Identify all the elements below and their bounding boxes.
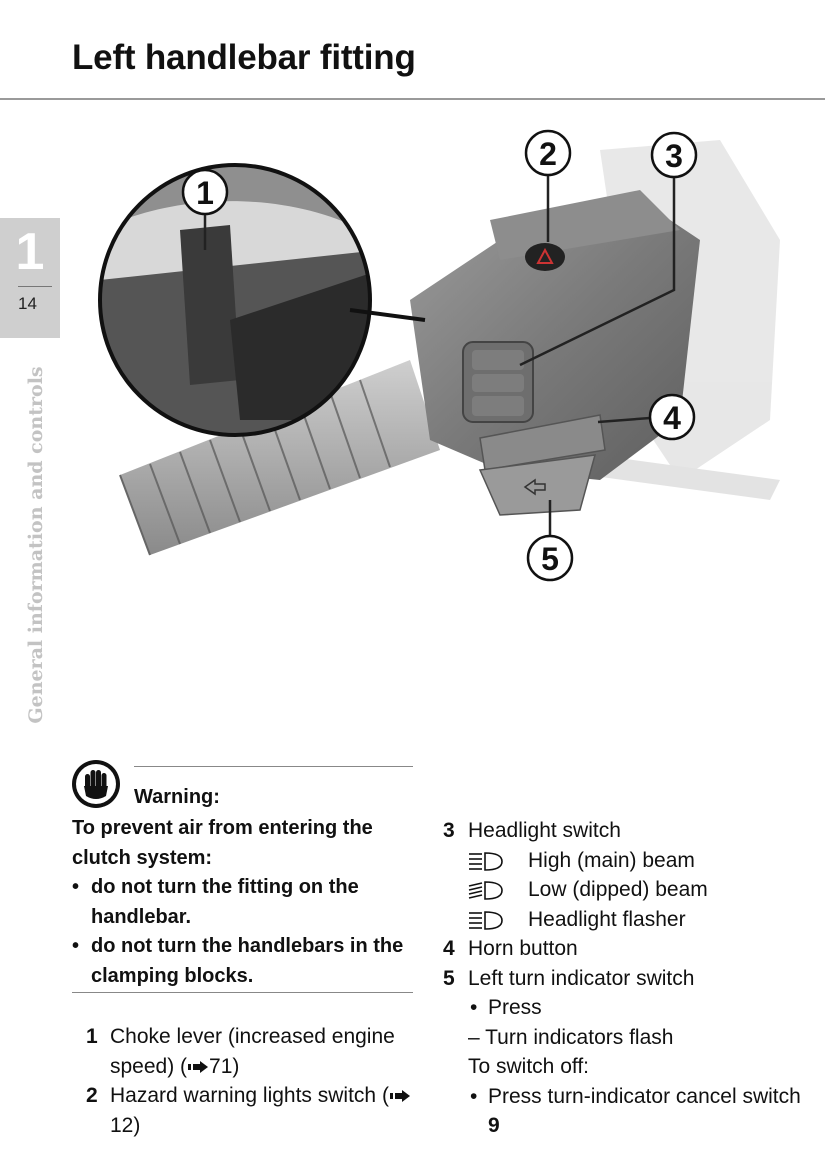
high-beam-icon xyxy=(468,851,506,871)
page-reference-arrow-icon xyxy=(188,1061,208,1073)
instruction-press xyxy=(443,993,813,1023)
legend-text: Choke lever (increased engine speed) ( xyxy=(110,1025,395,1078)
legend-number: 2 xyxy=(86,1084,98,1107)
legend-text-close: ) xyxy=(232,1054,240,1078)
callout-2-label: 2 xyxy=(539,136,557,172)
legend-number: 1 xyxy=(86,1025,98,1048)
callout-3 xyxy=(652,133,696,177)
instruction-cancel xyxy=(443,1082,813,1141)
page-reference-arrow-icon xyxy=(390,1090,410,1102)
cancel-switch-ref: 9 xyxy=(488,1114,500,1137)
legend-number: 5 xyxy=(443,966,455,990)
legend-number: 4 xyxy=(443,937,455,960)
flasher-icon xyxy=(468,910,506,930)
legend-text-close: ) xyxy=(133,1113,141,1137)
handlebar-illustration xyxy=(80,120,800,600)
title-rule xyxy=(0,98,825,100)
page-title: Left handlebar fitting xyxy=(72,38,416,77)
warning-text xyxy=(72,814,422,991)
legend-text: Horn button xyxy=(468,937,578,960)
headlight-switch-rocker xyxy=(463,342,533,422)
warning-hand-icon xyxy=(70,758,122,810)
callout-5-label: 5 xyxy=(541,541,559,577)
warning-item-text: do not turn the fitting on the handlebar. xyxy=(91,876,359,928)
legend-item-4 xyxy=(443,934,813,964)
callout-4 xyxy=(650,395,694,439)
beam-label: Headlight flasher xyxy=(528,907,686,931)
instruction-text: Press turn-indicator cancel switch xyxy=(488,1084,801,1108)
page-ref: 12 xyxy=(110,1113,134,1137)
legend-item-5 xyxy=(443,964,813,994)
bullet: • xyxy=(72,935,80,957)
chapter-number: 1 xyxy=(15,223,45,281)
beam-label: High (main) beam xyxy=(528,848,695,872)
warning-rule-bottom xyxy=(72,992,413,993)
instruction-result: – Turn indicators flash xyxy=(468,1025,674,1049)
beam-row-high xyxy=(443,846,813,876)
bullet: • xyxy=(470,996,478,1019)
legend-item-3 xyxy=(443,816,813,846)
legend-text: Left turn indicator switch xyxy=(468,966,695,990)
warning-item xyxy=(72,932,422,991)
page-ref: 71 xyxy=(209,1054,233,1078)
warning-item-text: do not turn the handlebars in the clamping blocks. xyxy=(91,935,404,987)
callout-5 xyxy=(528,536,572,580)
bullet: • xyxy=(72,876,80,898)
warning-rule-top xyxy=(134,766,413,767)
callout-1-label: 1 xyxy=(196,175,214,211)
callout-4-label: 4 xyxy=(663,400,681,436)
legend-right xyxy=(443,816,813,1141)
callout-2 xyxy=(526,131,570,175)
legend-item-2 xyxy=(86,1081,416,1140)
chapter-rule xyxy=(18,286,52,287)
hazard-button xyxy=(525,243,565,271)
legend-item-1 xyxy=(86,1022,416,1081)
low-beam-icon xyxy=(468,880,506,900)
instruction-text: Press xyxy=(488,996,542,1019)
warning-label: Warning: xyxy=(134,786,220,808)
bullet: • xyxy=(470,1084,478,1108)
beam-row-low xyxy=(443,875,813,905)
callout-3-label: 3 xyxy=(665,138,683,174)
warning-item xyxy=(72,873,422,932)
beam-label: Low (dipped) beam xyxy=(528,878,708,901)
legend-number: 3 xyxy=(443,819,455,842)
legend-text: Hazard warning lights switch ( xyxy=(110,1084,389,1107)
legend-left xyxy=(86,1022,416,1140)
instruction-off-label: To switch off: xyxy=(468,1055,589,1078)
callout-1 xyxy=(183,170,227,214)
beam-row-flasher xyxy=(443,905,813,935)
page-number: 14 xyxy=(18,294,37,313)
legend-text: Headlight switch xyxy=(468,819,621,842)
warning-intro: To prevent air from entering the clutch system: xyxy=(72,817,373,869)
chapter-caption: General information and controls xyxy=(25,366,47,724)
